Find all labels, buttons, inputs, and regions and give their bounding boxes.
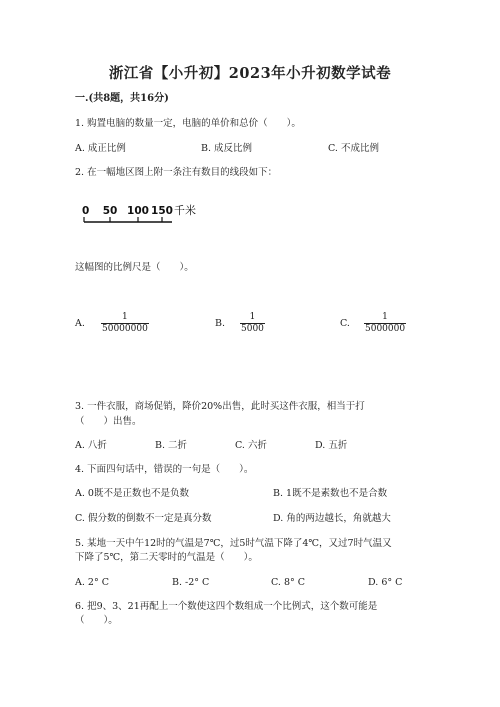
q2-b-denominator: 5000 <box>241 324 264 334</box>
q1-option-b[interactable]: B. 成反比例 <box>201 143 253 154</box>
q2-ask: 这幅图的比例尺是（ ）。 <box>75 262 194 273</box>
q6-stem-line2: （ ）。 <box>75 615 118 626</box>
q2-option-a-letter[interactable]: A. <box>75 318 85 329</box>
page-title: 浙江省【小升初】2023年小升初数学试卷 <box>108 65 392 82</box>
q2-option-a-fraction[interactable] <box>101 312 149 335</box>
scale-label-50: 50 <box>102 205 118 217</box>
q2-a-denominator: 50000000 <box>102 324 148 334</box>
q2-a-numerator: 1 <box>122 312 128 322</box>
q4-stem: 4. 下面四句话中，错误的一句是（ ）。 <box>75 464 254 475</box>
q1-option-c[interactable]: C. 不成比例 <box>328 143 379 154</box>
q6-stem-line1: 6. 把9、3、21再配上一个数使这四个数组成一个比例式，这个数可能是 <box>75 601 378 612</box>
q3-stem-line2: （ ）出售。 <box>75 416 142 427</box>
q4-option-d[interactable]: D. 角的两边越长，角就越大 <box>273 513 391 524</box>
q2-stem: 2. 在一幅地区图上附一条注有数目的线段如下： <box>75 167 278 178</box>
q2-option-c-fraction[interactable] <box>364 312 406 335</box>
q2-b-numerator: 1 <box>249 312 256 322</box>
q2-option-b-fraction[interactable] <box>240 312 265 335</box>
q2-c-numerator: 1 <box>382 312 388 322</box>
scale-label-0: 0 <box>82 205 90 217</box>
q3-stem-line1: 3. 一件衣服，商场促销，降价20%出售，此时买这件衣服，相当于打 <box>75 401 365 412</box>
scale-label-150: 150 <box>151 205 173 217</box>
q5-option-b[interactable]: B. -2° C <box>172 577 210 588</box>
scale-bar-figure <box>74 202 224 234</box>
q4-option-a[interactable]: A. 0既不是正数也不是负数 <box>75 488 189 499</box>
q2-option-c-letter[interactable]: C. <box>340 318 350 329</box>
q5-stem-line1: 5. 某地一天中午12时的气温是7℃，过5时气温下降了4℃，又过7时气温又 <box>75 538 392 549</box>
q5-option-d[interactable]: D. 6° C <box>368 577 403 588</box>
q3-option-c[interactable]: C. 六折 <box>235 440 267 451</box>
q4-option-c[interactable]: C. 假分数的倒数不一定是真分数 <box>75 513 212 524</box>
q5-stem-line2: 下降了5℃，第二天零时的气温是（ ）。 <box>75 552 258 563</box>
q2-option-b-letter[interactable]: B. <box>215 318 226 329</box>
q4-option-b[interactable]: B. 1既不是素数也不是合数 <box>273 488 388 499</box>
q1-option-a[interactable]: A. 成正比例 <box>75 143 126 154</box>
q5-option-a[interactable]: A. 2° C <box>75 577 109 588</box>
q3-option-a[interactable]: A. 八折 <box>75 440 107 451</box>
q2-c-denominator: 5000000 <box>365 324 406 334</box>
scale-unit-label: 千米 <box>174 204 196 217</box>
q3-option-b[interactable]: B. 二折 <box>155 440 188 451</box>
scale-label-100: 100 <box>127 205 149 217</box>
section-heading: 一.(共8题，共16分) <box>75 93 169 104</box>
q3-option-d[interactable]: D. 五折 <box>315 440 348 451</box>
q1-stem: 1. 购置电脑的数量一定，电脑的单价和总价（ ）。 <box>75 118 301 129</box>
q5-option-c[interactable]: C. 8° C <box>271 577 306 588</box>
